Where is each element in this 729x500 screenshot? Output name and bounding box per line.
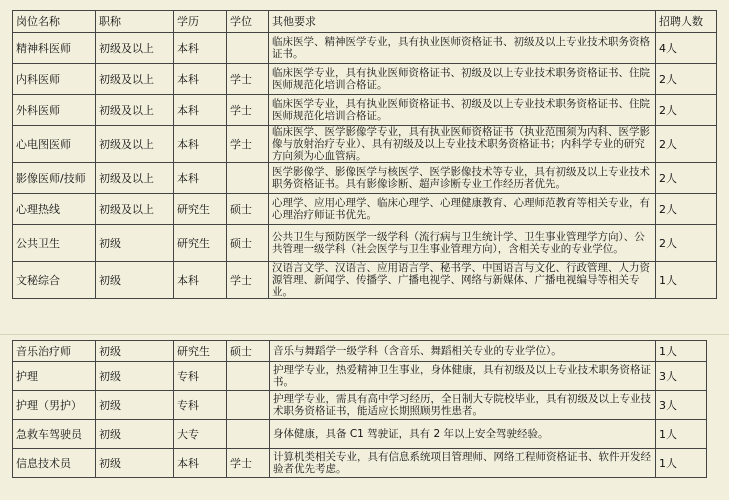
table-row <box>13 420 707 449</box>
cell-position: 急救车驾驶员 <box>13 420 96 449</box>
cell-education: 本科 <box>174 449 227 478</box>
table-header-row <box>13 11 717 33</box>
recruitment-table-bottom <box>12 340 707 478</box>
cell-education: 专科 <box>174 362 227 391</box>
cell-education: 研究生 <box>174 341 227 362</box>
cell-education: 大专 <box>174 420 227 449</box>
cell-degree <box>227 33 269 64</box>
header-degree: 学位 <box>227 11 269 33</box>
cell-position: 护理（男护） <box>13 391 96 420</box>
cell-position: 音乐治疗师 <box>13 341 96 362</box>
section-divider <box>0 334 729 335</box>
cell-requirements: 公共卫生与预防医学一级学科（流行病与卫生统计学、卫生事业管理学方向）、公共管理一级学科（社会医学与卫生事业管理方向），含相关专业的专业学位。 <box>269 225 656 262</box>
cell-requirements: 临床医学、精神医学专业，具有执业医师资格证书、初级及以上专业技术职务资格证书。 <box>269 33 656 64</box>
cell-title: 初级 <box>96 449 174 478</box>
table-row <box>13 362 707 391</box>
cell-requirements: 临床医学、医学影像学专业，具有执业医师资格证书（执业范围须为内科、医学影像与放射治疗专业）、具有初级及以上专业技术职务资格证书；内科学专业的研究方向须为心血管病。 <box>269 126 656 163</box>
cell-education: 本科 <box>174 95 227 126</box>
cell-count: 1人 <box>656 449 707 478</box>
cell-title: 初级及以上 <box>96 163 174 194</box>
cell-education: 本科 <box>174 64 227 95</box>
cell-degree: 学士 <box>227 64 269 95</box>
cell-position: 信息技术员 <box>13 449 96 478</box>
cell-degree: 学士 <box>227 95 269 126</box>
cell-count: 2人 <box>656 225 717 262</box>
header-title: 职称 <box>96 11 174 33</box>
cell-title: 初级 <box>96 341 174 362</box>
header-requirements: 其他要求 <box>269 11 656 33</box>
table-row <box>13 225 717 262</box>
cell-requirements: 汉语言文学、汉语言、应用语言学、秘书学、中国语言与文化、行政管理、人力资源管理、新闻学、传播学、广播电视学、网络与新媒体、广播电视编导等相关专业。 <box>269 262 656 299</box>
table-row <box>13 194 717 225</box>
cell-position: 影像医师/技师 <box>13 163 96 194</box>
cell-education: 本科 <box>174 163 227 194</box>
cell-degree: 硕士 <box>227 194 269 225</box>
table-row <box>13 262 717 299</box>
cell-degree: 硕士 <box>227 225 269 262</box>
cell-degree <box>227 420 270 449</box>
cell-title: 初级及以上 <box>96 126 174 163</box>
cell-requirements: 音乐与舞蹈学一级学科（含音乐、舞蹈相关专业的专业学位）。 <box>270 341 656 362</box>
cell-title: 初级 <box>96 262 174 299</box>
cell-degree: 学士 <box>227 449 270 478</box>
cell-position: 心电图医师 <box>13 126 96 163</box>
cell-count: 2人 <box>656 64 717 95</box>
cell-degree: 硕士 <box>227 341 270 362</box>
cell-count: 4人 <box>656 33 717 64</box>
cell-count: 1人 <box>656 420 707 449</box>
cell-position: 公共卫生 <box>13 225 96 262</box>
cell-count: 3人 <box>656 362 707 391</box>
header-education: 学历 <box>174 11 227 33</box>
cell-count: 1人 <box>656 262 717 299</box>
cell-education: 专科 <box>174 391 227 420</box>
cell-title: 初级 <box>96 225 174 262</box>
cell-education: 本科 <box>174 126 227 163</box>
cell-requirements: 临床医学专业，具有执业医师资格证书、初级及以上专业技术职务资格证书、住院医师规范化培训合格证。 <box>269 95 656 126</box>
cell-count: 2人 <box>656 95 717 126</box>
header-position: 岗位名称 <box>13 11 96 33</box>
cell-requirements: 计算机类相关专业，具有信息系统项目管理师、网络工程师资格证书、软件开发经验者优先考虑。 <box>270 449 656 478</box>
cell-requirements: 临床医学专业，具有执业医师资格证书、初级及以上专业技术职务资格证书、住院医师规范化培训合格证。 <box>269 64 656 95</box>
cell-title: 初级 <box>96 391 174 420</box>
cell-education: 本科 <box>174 33 227 64</box>
table-row <box>13 449 707 478</box>
cell-count: 3人 <box>656 391 707 420</box>
cell-position: 精神科医师 <box>13 33 96 64</box>
table-row <box>13 341 707 362</box>
cell-degree <box>227 362 270 391</box>
cell-title: 初级及以上 <box>96 194 174 225</box>
cell-position: 内科医师 <box>13 64 96 95</box>
header-count: 招聘人数 <box>656 11 717 33</box>
cell-position: 护理 <box>13 362 96 391</box>
table-row <box>13 163 717 194</box>
cell-count: 2人 <box>656 194 717 225</box>
table-row <box>13 95 717 126</box>
recruitment-table-top <box>12 10 717 299</box>
cell-education: 本科 <box>174 262 227 299</box>
cell-requirements: 医学影像学、影像医学与核医学、医学影像技术等专业，具有初级及以上专业技术职务资格证书。具有影像诊断、超声诊断专业工作经历者优先。 <box>269 163 656 194</box>
cell-position: 文秘综合 <box>13 262 96 299</box>
cell-degree: 学士 <box>227 126 269 163</box>
cell-count: 2人 <box>656 126 717 163</box>
cell-title: 初级 <box>96 362 174 391</box>
cell-requirements: 护理学专业，需具有高中学习经历，全日制大专院校毕业，具有初级及以上专业技术职务资格证书，能适应长期照顾男性患者。 <box>270 391 656 420</box>
cell-requirements: 心理学、应用心理学、临床心理学、心理健康教育、心理师范教育等相关专业，有心理治疗师证书优先。 <box>269 194 656 225</box>
cell-count: 1人 <box>656 341 707 362</box>
cell-requirements: 身体健康，具备 C1 驾驶证，具有 2 年以上安全驾驶经验。 <box>270 420 656 449</box>
cell-title: 初级及以上 <box>96 33 174 64</box>
cell-requirements: 护理学专业，热爱精神卫生事业，身体健康，具有初级及以上专业技术职务资格证书。 <box>270 362 656 391</box>
table-row <box>13 126 717 163</box>
cell-degree: 学士 <box>227 262 269 299</box>
cell-position: 心理热线 <box>13 194 96 225</box>
cell-count: 2人 <box>656 163 717 194</box>
cell-education: 研究生 <box>174 194 227 225</box>
cell-education: 研究生 <box>174 225 227 262</box>
cell-position: 外科医师 <box>13 95 96 126</box>
cell-degree <box>227 163 269 194</box>
cell-title: 初级 <box>96 420 174 449</box>
cell-degree <box>227 391 270 420</box>
cell-title: 初级及以上 <box>96 95 174 126</box>
cell-title: 初级及以上 <box>96 64 174 95</box>
table-row <box>13 391 707 420</box>
table-row <box>13 33 717 64</box>
table-row <box>13 64 717 95</box>
